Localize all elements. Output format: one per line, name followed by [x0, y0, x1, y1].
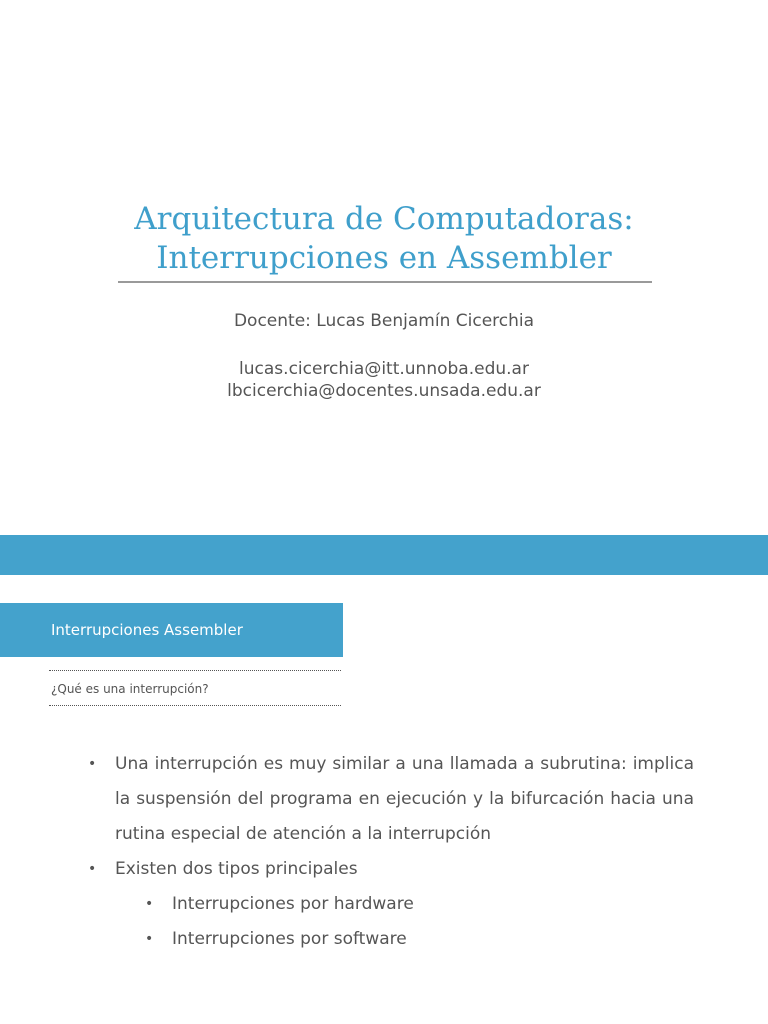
title-underline	[118, 281, 652, 283]
subtitle-rule-top	[49, 670, 341, 671]
subtitle-rule-bottom	[49, 705, 341, 706]
bullet-list	[88, 747, 694, 957]
instructor-name: Docente: Lucas Benjamín Cicerchia	[233, 311, 535, 331]
list-item	[88, 852, 694, 887]
slide-title	[0, 200, 768, 278]
bullet-icon: •	[88, 861, 97, 877]
section-header	[0, 603, 343, 657]
bullet-icon: •	[88, 756, 97, 772]
bullet-icon: •	[145, 896, 154, 912]
email-link-2[interactable]: lbcicerchia@docentes.unsada.edu.ar	[227, 381, 541, 401]
bullet-text: Existen dos tipos principales	[115, 859, 358, 879]
list-item	[88, 922, 694, 957]
slide-divider-band	[0, 535, 768, 575]
bullet-text: Una interrupción es muy similar a una llamada a subrutina: implica la suspensión del programa en ejecución y la bifurcación hacia una rutina especial de atención a la interrupción	[115, 754, 694, 844]
contact-emails	[0, 358, 768, 402]
list-item	[88, 747, 694, 852]
list-item	[88, 887, 694, 922]
email-link-1[interactable]: lucas.cicerchia@itt.unnoba.edu.ar	[239, 359, 529, 379]
bullet-icon: •	[145, 931, 154, 947]
slide-subtitle: ¿Qué es una interrupción?	[51, 682, 209, 696]
slide-title-line-2: Interrupciones en Assembler	[156, 240, 612, 276]
sub-bullet-text: Interrupciones por software	[172, 929, 407, 949]
section-title: Interrupciones Assembler	[51, 621, 243, 639]
slide-title-line-1: Arquitectura de Computadoras:	[134, 201, 634, 237]
sub-bullet-text: Interrupciones por hardware	[172, 894, 414, 914]
